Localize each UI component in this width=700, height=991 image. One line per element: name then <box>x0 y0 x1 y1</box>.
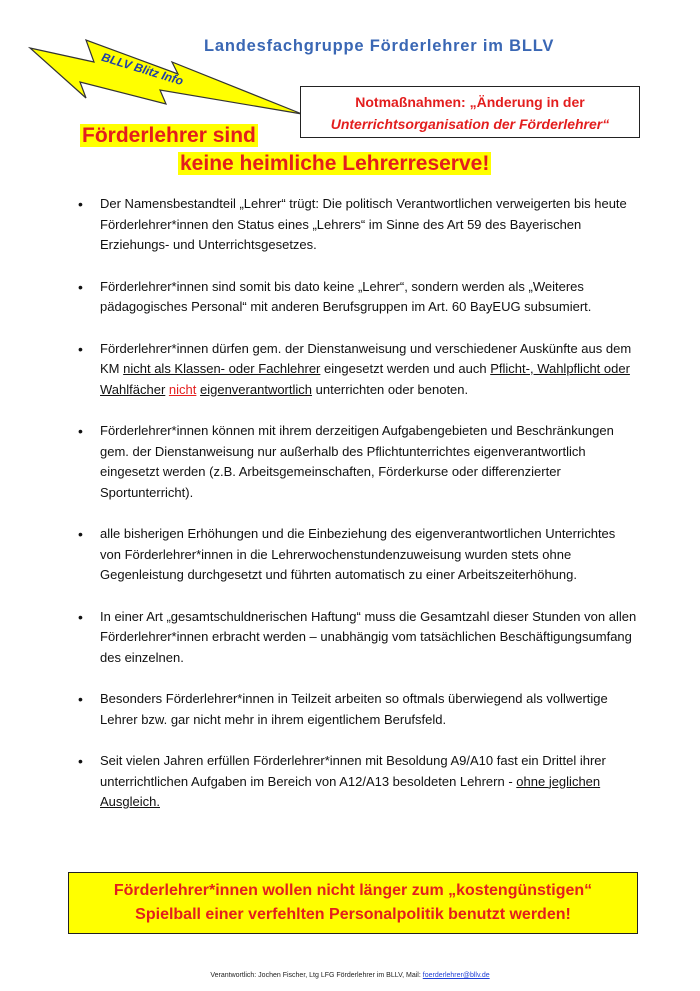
notice-line-2: Unterrichtsorganisation der Förderlehrer“ <box>330 116 610 132</box>
notice-line-1: Notmaßnahmen: „Änderung in der <box>355 94 585 110</box>
callout-line-1: Förderlehrer*innen wollen nicht länger zum „kostengünstigen“ <box>113 882 593 899</box>
callout-line-2: Spielball einer verfehlten Personalpolitik benutzt werden! <box>135 906 571 923</box>
list-item: • Der Namensbestandteil „Lehrer“ trügt: Die politisch Verantwortlichen verweigerten bis heute Förderlehrer*innen den Status eines „Lehrers“ im Sinne des Art 59 des Bayerischen Erziehungs- und Unterrichtsgesetzes. <box>78 194 638 256</box>
list-item: • Besonders Förderlehrer*innen in Teilzeit arbeiten so oftmals überwiegend als vollwertige Lehrer bzw. gar nicht mehr in ihrem eigentlichem Berufsfeld. <box>78 689 638 730</box>
headline-line-1: Förderlehrer sind <box>82 124 256 147</box>
blitz-info-label: BLLV Blitz Info <box>99 50 185 89</box>
list-item: • Förderlehrer*innen sind somit bis dato keine „Lehrer“, sondern werden als „Weiteres pädagogisches Personal“ mit anderen Berufsgruppen im Art. 60 BayEUG subsumiert. <box>78 277 638 318</box>
list-item: • Seit vielen Jahren erfüllen Förderlehrer*innen mit Besoldung A9/A10 fast ein Drittel ihrer unterrichtlichen Aufgaben im Bereich von A12/A13 besoldeten Lehrern - ohne jeglichen Ausgleich. <box>78 751 638 813</box>
list-item: • Förderlehrer*innen dürfen gem. der Dienstanweisung und verschiedener Auskünfte aus dem KM nicht als Klassen- oder Fachlehrer eingesetzt werden und auch Pflicht-, Wahlpflicht oder Wahlfächer nicht eigenverantwortlich unterrichten oder benoten. <box>78 339 638 401</box>
list-item: • Förderlehrer*innen können mit ihrem derzeitigen Aufgabengebieten und Beschränkungen gem. der Dienstanweisung nur außerhalb des Pflichtunterrichtes eigenverantwortlich eingesetzt werden (z.B. Arbeitsgemeinschaften, Förderkurse oder differenzierter Sportunterricht). <box>78 421 638 503</box>
headline-line-2: keine heimliche Lehrerreserve! <box>180 152 490 175</box>
footer-email-link[interactable]: foerderlehrer@bllv.de <box>422 972 490 979</box>
list-item: • In einer Art „gesamtschuldnerischen Haftung“ muss die Gesamtzahl dieser Stunden von allen Förderlehrer*innen erbracht werden – unabhängig vom tatsächlichen Beschäftigungsumfang des einzelnen. <box>78 607 638 669</box>
bullet-list <box>78 194 638 813</box>
notice-box <box>300 86 640 138</box>
list-item: • alle bisherigen Erhöhungen und die Einbeziehung des eigenverantwortlichen Unterrichtes von Förderlehrer*innen in die Lehrerwochenstundenzuweisung wurden stets ohne Gegenleistung durchgesetzt und führten automatisch zu einer Arbeitszeiterhöhung. <box>78 524 638 586</box>
callout-box <box>68 872 638 934</box>
footer-text: Verantwortlich: Jochen Fischer, Ltg LFG Förderlehrer im BLLV, Mail: <box>210 972 423 979</box>
org-title: Landesfachgruppe Förderlehrer im BLLV <box>204 37 555 55</box>
footer <box>0 972 700 979</box>
